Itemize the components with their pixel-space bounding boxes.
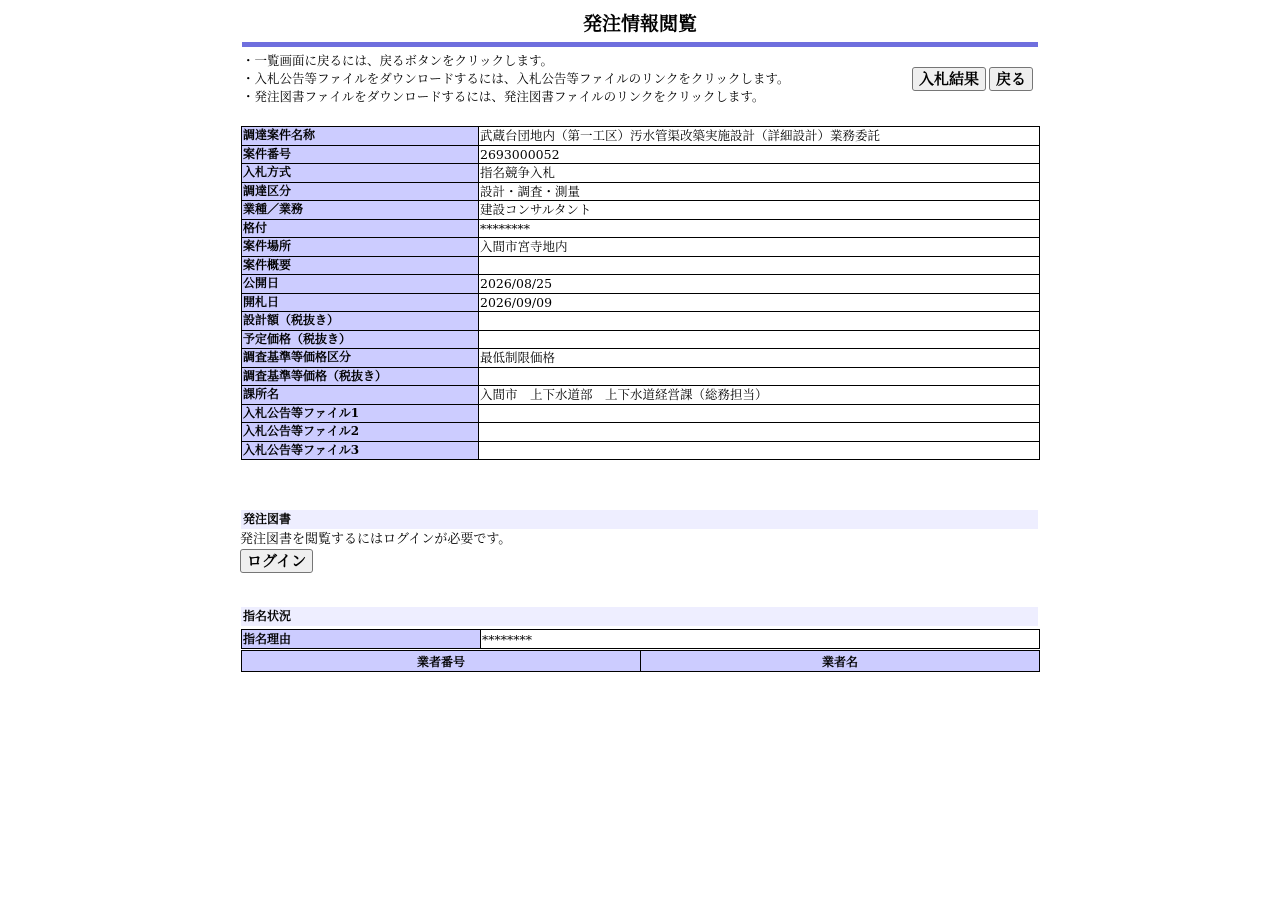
nomination-section-header: 指名状況 xyxy=(241,607,1038,626)
table-row xyxy=(242,367,1040,386)
info-label: 調査基準等価格（税抜き） xyxy=(242,367,479,386)
info-label: 入札公告等ファイル2 xyxy=(242,423,479,442)
info-label: 課所名 xyxy=(242,386,479,405)
info-value: 最低制限価格 xyxy=(479,349,1040,368)
nomination-reason-table xyxy=(241,629,1040,649)
info-value: 指名競争入札 xyxy=(479,164,1040,183)
table-row xyxy=(242,201,1040,220)
table-row xyxy=(242,330,1040,349)
info-value xyxy=(479,367,1040,386)
table-row xyxy=(242,386,1040,405)
info-value xyxy=(479,312,1040,331)
info-value: 2026/09/09 xyxy=(479,293,1040,312)
info-value xyxy=(479,256,1040,275)
login-button-wrapper xyxy=(240,549,313,573)
info-value: 2026/08/25 xyxy=(479,275,1040,294)
vendor-table-header xyxy=(242,651,1040,672)
info-label: 公開日 xyxy=(242,275,479,294)
info-label: 設計額（税抜き） xyxy=(242,312,479,331)
info-value: 入間市 上下水道部 上下水道経営課（総務担当） xyxy=(479,386,1040,405)
info-value xyxy=(479,441,1040,460)
info-value: 設計・調査・測量 xyxy=(479,182,1040,201)
login-required-message: 発注図書を閲覧するにはログインが必要です。 xyxy=(240,532,512,547)
table-row xyxy=(242,349,1040,368)
back-button[interactable]: 戻る xyxy=(989,67,1033,91)
info-label: 案件場所 xyxy=(242,238,479,257)
table-row xyxy=(242,238,1040,257)
page-title: 発注情報閲覧 xyxy=(582,13,697,35)
nomination-reason-label: 指名理由 xyxy=(242,630,481,649)
instruction-line: ・入札公告等ファイルをダウンロードするには、入札公告等ファイルのリンクをクリックします。 xyxy=(242,71,790,86)
bid-result-button[interactable]: 入札結果 xyxy=(912,67,986,91)
table-row xyxy=(242,423,1040,442)
info-label: 案件概要 xyxy=(242,256,479,275)
info-label: 調達案件名称 xyxy=(242,127,479,146)
info-value: 建設コンサルタント xyxy=(479,201,1040,220)
info-label: 格付 xyxy=(242,219,479,238)
nomination-reason-value: ******** xyxy=(481,630,1040,649)
procurement-info-table xyxy=(241,126,1040,460)
info-value: 2693000052 xyxy=(479,145,1040,164)
table-row xyxy=(242,127,1040,146)
table-row xyxy=(242,293,1040,312)
info-value: 武蔵台団地内（第一工区）汚水管渠改築実施設計（詳細設計）業務委託 xyxy=(479,127,1040,146)
info-label: 案件番号 xyxy=(242,145,479,164)
table-row xyxy=(242,312,1040,331)
info-label: 予定価格（税抜き） xyxy=(242,330,479,349)
vendor-name-column-header: 業者名 xyxy=(641,651,1040,672)
top-button-group xyxy=(912,67,1033,91)
info-label: 入札方式 xyxy=(242,164,479,183)
table-row xyxy=(242,256,1040,275)
instruction-line: ・発注図書ファイルをダウンロードするには、発注図書ファイルのリンクをクリックします。 xyxy=(242,89,765,104)
vendor-number-column-header: 業者番号 xyxy=(242,651,641,672)
title-divider xyxy=(242,42,1038,47)
table-row xyxy=(242,630,1040,649)
login-button[interactable]: ログイン xyxy=(240,549,313,573)
table-row xyxy=(242,145,1040,164)
info-value xyxy=(479,330,1040,349)
vendor-table xyxy=(241,650,1040,672)
info-label: 入札公告等ファイル1 xyxy=(242,404,479,423)
info-label: 入札公告等ファイル3 xyxy=(242,441,479,460)
documents-section-header: 発注図書 xyxy=(241,510,1038,529)
info-label: 業種／業務 xyxy=(242,201,479,220)
info-label: 調達区分 xyxy=(242,182,479,201)
info-value: 入間市宮寺地内 xyxy=(479,238,1040,257)
info-value xyxy=(479,404,1040,423)
table-row xyxy=(242,275,1040,294)
table-row xyxy=(242,182,1040,201)
info-value: ******** xyxy=(479,219,1040,238)
instructions xyxy=(242,52,882,106)
info-value xyxy=(479,423,1040,442)
instruction-line: ・一覧画面に戻るには、戻るボタンをクリックします。 xyxy=(242,53,554,68)
info-label: 調査基準等価格区分 xyxy=(242,349,479,368)
info-label: 開札日 xyxy=(242,293,479,312)
table-row xyxy=(242,441,1040,460)
table-row xyxy=(242,219,1040,238)
table-row xyxy=(242,404,1040,423)
table-row xyxy=(242,164,1040,183)
